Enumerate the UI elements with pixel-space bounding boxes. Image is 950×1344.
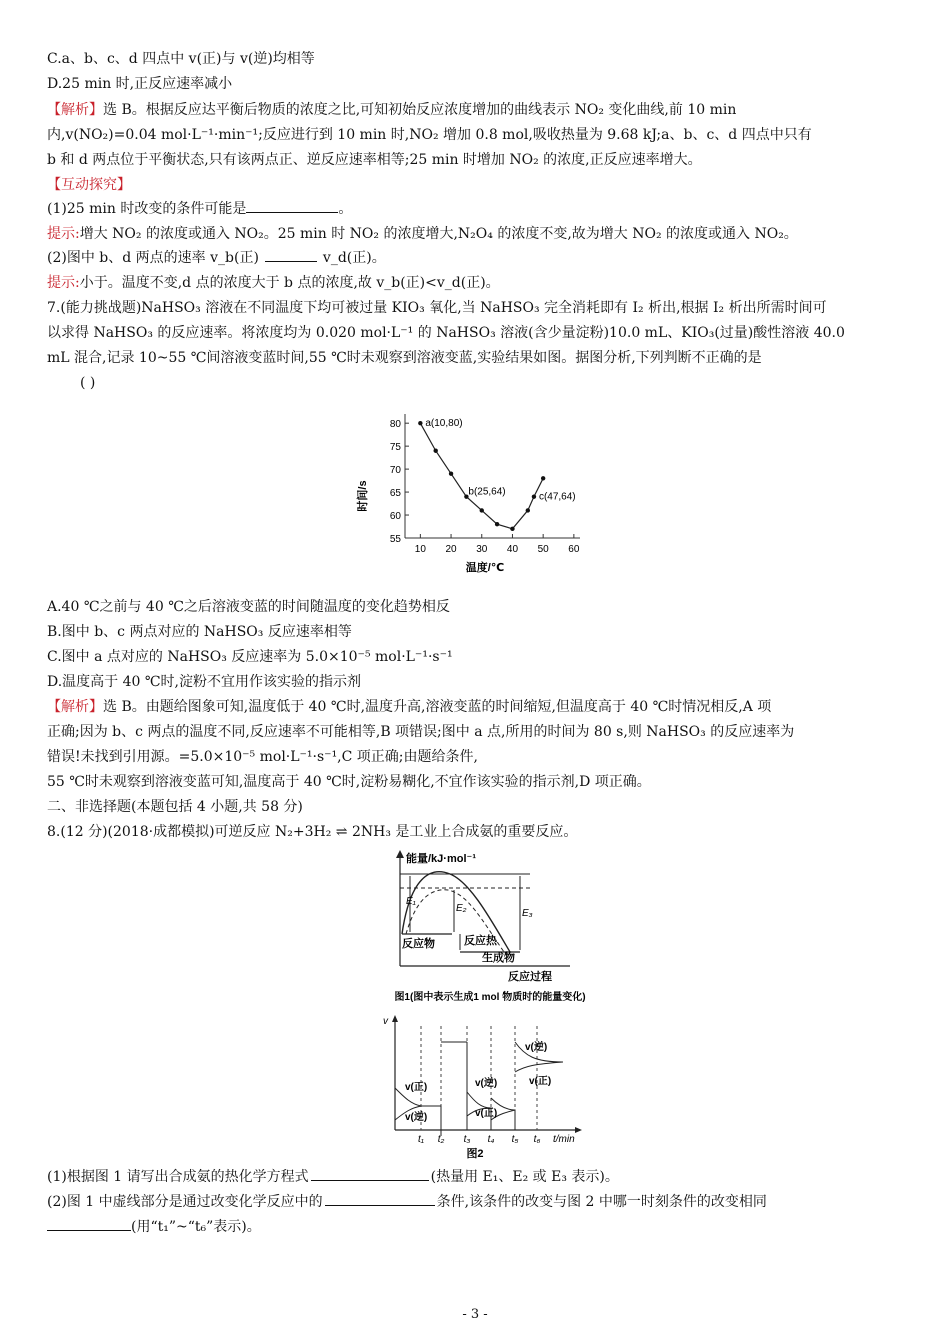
v-forward-label-1: v(正): [405, 1082, 428, 1093]
v-forward-label-2: v(正): [475, 1108, 498, 1119]
question-8: 8.(12 分)(2018·成都模拟)可逆反应 N₂+3H₂ ⇌ 2NH₃ 是工业上合成氨的重要反应。: [47, 824, 578, 840]
x-tick-label: 20: [445, 544, 457, 555]
option-d: D.温度高于 40 ℃时,淀粉不宜用作该实验的指示剂: [47, 674, 362, 690]
data-point: [526, 508, 530, 512]
option-c-line: C.a、b、c、d 四点中 v(正)与 v(逆)均相等: [47, 51, 315, 67]
x-tick-label: 60: [568, 544, 580, 555]
y-tick-label: 65: [389, 488, 401, 500]
time-marker-label: t₆: [533, 1134, 541, 1145]
question-7-line-1: 7.(能力挑战题)NaHSO₃ 溶液在不同温度下均可被过量 KIO₃ 氧化,当 NaHSO₃ 完全消耗即有 I₂ 析出,根据 I₂ 析出所需时间可: [47, 300, 827, 316]
interactive-tag: 【互动探究】: [47, 177, 131, 193]
products-label: 生成物: [482, 952, 515, 964]
data-point: [541, 476, 545, 480]
explain-line-2: 正确;因为 b、c 两点的温度不同,反应速率不可能相等,B 项错误;图中 a 点,所用的时间为 80 s,则 NaHSO₃ 的反应速率为: [47, 724, 795, 740]
time-marker-label: t₅: [511, 1134, 519, 1145]
y-tick-label: 60: [389, 511, 401, 523]
data-point: [532, 494, 536, 498]
question-8-2: (2)图 1 中虚线部分是通过改变化学反应中的 条件,该条件的改变与图 2 中哪一时刻条件的改变相同: [47, 1194, 767, 1210]
t-axis-label: t/min: [553, 1134, 575, 1145]
time-marker-label: t₃: [463, 1134, 471, 1145]
energy-diagram: [370, 848, 610, 1006]
v-reverse-label-2: v(逆): [475, 1078, 498, 1089]
point-c-label: c(47,64): [538, 491, 576, 503]
question-7-line-3: mL 混合,记录 10~55 ℃间溶液变蓝时间,55 ℃时未观察到溶液变蓝,实验结果如图。据图分析,下列判断不正确的是: [47, 350, 762, 366]
explain-line-3: 错误!未找到引用源。=5.0×10⁻⁵ mol·L⁻¹·s⁻¹,C 项正确;由题给条件,: [47, 749, 478, 765]
option-d-line: D.25 min 时,正反应速率减小: [47, 76, 233, 92]
e1-label: E₁: [406, 896, 416, 907]
question-7-line-2: 以求得 NaHSO₃ 的反应速率。将浓度均为 0.020 mol·L⁻¹ 的 NaHSO₃ 溶液(含少量淀粉)10.0 mL、KIO₃(过量)酸性溶液 40.0: [47, 325, 845, 341]
time-temperature-chart: [355, 404, 595, 576]
hint-tag: 提示:: [47, 226, 80, 242]
y-tick-label: 55: [389, 534, 401, 545]
e2-label: E₂: [456, 903, 467, 914]
e3-label: E₃: [522, 908, 533, 919]
explain-line-4: 55 ℃时未观察到溶液变蓝可知,温度高于 40 ℃时,淀粉易糊化,不宜作该实验的指示剂,D 项正确。: [47, 774, 651, 790]
x-tick-label: 30: [476, 544, 488, 555]
data-point: [480, 508, 484, 512]
section-title: 二、非选择题(本题包括 4 小题,共 58 分): [47, 799, 303, 815]
analysis-line-2: 内,v(NO₂)=0.04 mol·L⁻¹·min⁻¹;反应进行到 10 min 时,NO₂ 增加 0.8 mol,吸收热量为 9.68 kJ;a、b、c、d 四点中只有: [47, 127, 812, 143]
x-tick-label: 10: [414, 544, 426, 555]
point-a-label: a(10,80): [425, 418, 463, 430]
y-tick-label: 80: [389, 419, 401, 431]
analysis-line-3: b 和 d 两点位于平衡状态,只有该两点正、逆反应速率相等;25 min 时增加 NO₂ 的浓度,正反应速率增大。: [47, 152, 702, 168]
time-marker-label: t₄: [487, 1134, 495, 1145]
analysis-tag: 【解析】: [47, 699, 103, 715]
reactants-label: 反应物: [402, 938, 435, 950]
v-forward-label-3: v(正): [529, 1076, 552, 1087]
x-tick-label: 40: [506, 544, 519, 555]
v-reverse-label-3: v(逆): [525, 1042, 548, 1053]
data-point: [434, 449, 438, 453]
y-axis-label: 时间/s: [357, 480, 369, 512]
analysis-tag: 【解析】: [47, 102, 103, 118]
data-point: [495, 522, 499, 526]
figure-2-caption: 图2: [466, 1148, 484, 1160]
option-b: B.图中 b、c 两点对应的 NaHSO₃ 反应速率相等: [47, 624, 352, 640]
hint-tag: 提示:: [47, 275, 80, 291]
question-2: (2)图中 b、d 两点的速率 v_b(正) v_d(正)。: [47, 250, 386, 266]
x-axis-label: 温度/℃: [465, 562, 505, 574]
hint-2: 提示:小于。温度不变,d 点的浓度大于 b 点的浓度,故 v_b(正)<v_d(正)。: [47, 275, 500, 291]
question-8-1: (1)根据图 1 请写出合成氨的热化学方程式 (热量用 E₁、E₂ 或 E₃ 表示)。: [47, 1169, 619, 1185]
x-tick-label: 50: [537, 544, 549, 555]
figure-1-caption: 图1(图中表示生成1 mol 物质时的能量变化): [394, 992, 586, 1003]
series-line: [420, 423, 543, 529]
time-marker-label: t₂: [437, 1134, 445, 1145]
page-number: - 3 -: [462, 1307, 488, 1322]
rate-time-diagram: [375, 1012, 595, 1160]
data-point: [449, 472, 453, 476]
question-1: (1)25 min 时改变的条件可能是 。: [47, 201, 353, 217]
explain-line-1: 【解析】选 B。由题给图象可知,温度低于 40 ℃时,温度升高,溶液变蓝的时间缩短,但温度高于 40 ℃时情况相反,A 项: [47, 699, 772, 715]
y-tick-label: 70: [389, 465, 401, 477]
hint-1: 提示:增大 NO₂ 的浓度或通入 NO₂。25 min 时 NO₂ 的浓度增大,N₂O₄ 的浓度不变,故为增大 NO₂ 的浓度或通入 NO₂。: [47, 226, 798, 242]
process-axis-label: 反应过程: [508, 971, 552, 983]
option-a: A.40 ℃之前与 40 ℃之后溶液变蓝的时间随温度的变化趋势相反: [47, 599, 450, 615]
data-point: [418, 421, 422, 425]
answer-bracket: ( ): [80, 375, 96, 391]
time-marker-label: t₁: [418, 1134, 424, 1145]
y-tick-label: 75: [389, 442, 401, 454]
analysis-line-1: 【解析】选 B。根据反应达平衡后物质的浓度之比,可知初始反应浓度增加的曲线表示 NO₂ 变化曲线,前 10 min: [47, 102, 737, 118]
v-reverse-label-1: v(逆): [405, 1112, 428, 1123]
point-b-label: b(25,64): [468, 486, 506, 498]
energy-axis-label: 能量/kJ·mol⁻¹: [406, 853, 476, 865]
question-8-3: (用“t₁”~“t₆”表示)。: [47, 1218, 261, 1236]
option-c: C.图中 a 点对应的 NaHSO₃ 反应速率为 5.0×10⁻⁵ mol·L⁻¹·s⁻¹: [47, 649, 453, 665]
heat-label: 反应热: [464, 935, 497, 947]
data-point: [510, 527, 514, 531]
v-axis-label: v: [383, 1016, 388, 1027]
